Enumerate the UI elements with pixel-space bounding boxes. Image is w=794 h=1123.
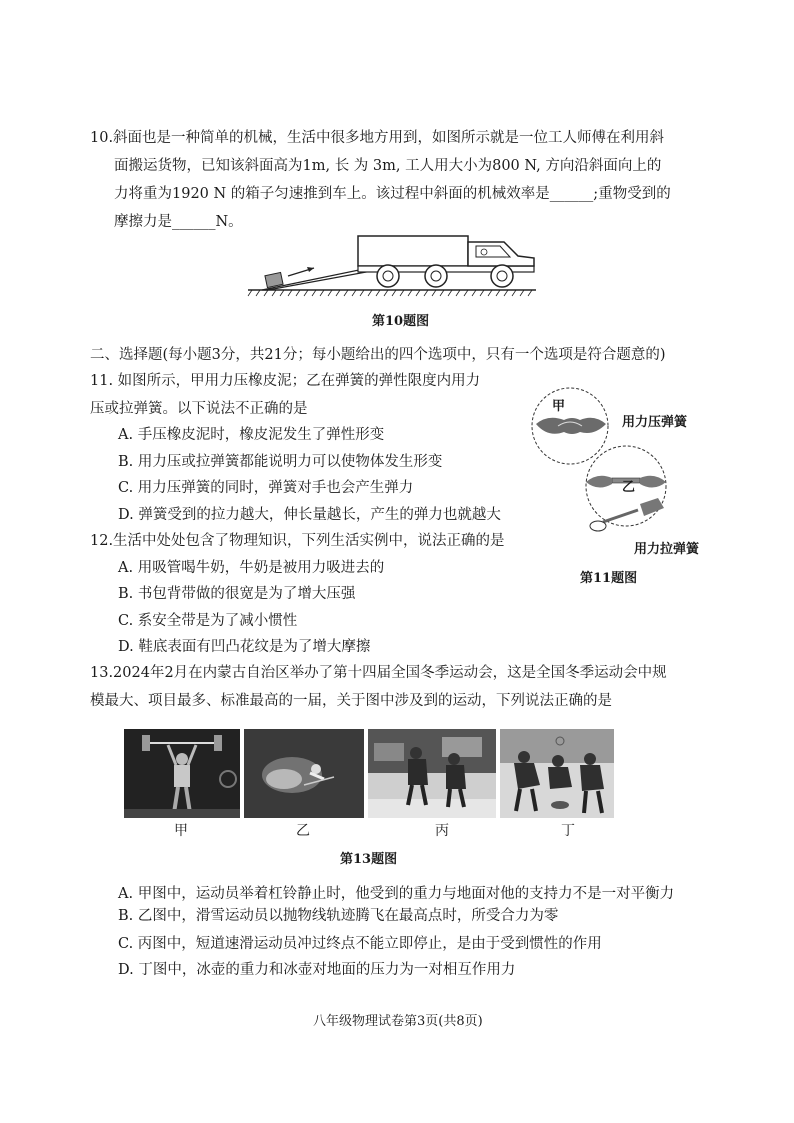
q12-option-c: C. 系安全带是为了减小惯性	[118, 613, 298, 629]
q11-line1: 11. 如图所示，甲用力压橡皮泥；乙在弹簧的弹性限度内用力	[90, 373, 481, 389]
q11-option-c: C. 用力压弹簧的同时，弹簧对手也会产生弹力	[118, 480, 414, 496]
q11-figure-label-press: 用力压弹簧	[622, 415, 688, 430]
q13-option-b: B. 乙图中，滑雪运动员以抛物线轨迹腾飞在最高点时，所受合力为零	[118, 908, 559, 924]
q13-caption: 第13题图	[340, 852, 398, 867]
q13-option-d: D. 丁图中，冰壶的重力和冰壶对地面的压力为一对相互作用力	[118, 962, 516, 978]
q11-figure-label-pull: 用力拉弹簧	[634, 542, 700, 557]
q10-line4: 摩擦力是______N。	[114, 214, 243, 230]
q13-photo-skiing	[244, 729, 364, 818]
q12-option-d: D. 鞋底表面有凹凸花纹是为了增大摩擦	[118, 639, 371, 655]
q13-line1: 13.2024年2月在内蒙古自治区举办了第十四届全国冬季运动会，这是全国冬季运动会中规	[90, 665, 667, 681]
q13-line2: 模最大、项目最多、标准最高的一届，关于图中涉及到的运动，下列说法正确的是	[90, 693, 612, 709]
q13-option-a: A. 甲图中，运动员举着杠铃静止时，他受到的重力与地面对他的支持力不是一对平衡力	[118, 886, 675, 902]
q12-line1: 12.生活中处处包含了物理知识，下列生活实例中，说法正确的是	[90, 533, 505, 549]
section2-heading: 二、选择题(每小题3分，共21分；每小题给出的四个选项中，只有一个选项是符合题意的)	[90, 347, 666, 363]
q13-photo-weightlifting	[124, 729, 240, 818]
q13-photo-speed-skating	[368, 729, 496, 818]
q13-photo-label-yi: 乙	[296, 823, 310, 839]
q10-figure-ramp-truck	[248, 230, 538, 300]
q11-caption: 第11题图	[580, 571, 638, 586]
q13-photo-label-bing: 丙	[435, 823, 449, 839]
q13-option-c: C. 丙图中，短道速滑运动员冲过终点不能立即停止，是由于受到惯性的作用	[118, 936, 602, 952]
q11-option-a: A. 手压橡皮泥时，橡皮泥发生了弹性形变	[118, 427, 385, 443]
q11-figure-label-jia: 甲	[552, 399, 566, 414]
q13-photo-label-jia: 甲	[174, 823, 188, 839]
q12-option-a: A. 用吸管喝牛奶，牛奶是被用力吸进去的	[118, 560, 385, 576]
q10-line3: 力将重为1920 N 的箱子匀速推到车上。该过程中斜面的机械效率是______;重物受到的	[114, 186, 671, 202]
q11-option-d: D. 弹簧受到的拉力越大，伸长量越长，产生的弹力也就越大	[118, 507, 501, 523]
page-footer: 八年级物理试卷第3页(共8页)	[313, 1014, 483, 1029]
q11-line2: 压或拉弹簧。以下说法不正确的是	[90, 401, 308, 417]
q10-line2: 面搬运货物，已知该斜面高为1m, 长 为 3m, 工人用大小为800 N, 方向沿斜面向上的	[114, 158, 662, 174]
q10-caption: 第10题图	[372, 314, 430, 329]
q11-figure-label-yi: 乙	[622, 480, 636, 495]
q10-line1: 10.斜面也是一种简单的机械，生活中很多地方用到，如图所示就是一位工人师傅在利用斜	[90, 130, 665, 146]
q13-photo-label-ding: 丁	[561, 823, 575, 839]
q11-option-b: B. 用力压或拉弹簧都能说明力可以使物体发生形变	[118, 454, 443, 470]
q13-photo-curling	[500, 729, 614, 818]
q12-option-b: B. 书包背带做的很宽是为了增大压强	[118, 586, 356, 602]
